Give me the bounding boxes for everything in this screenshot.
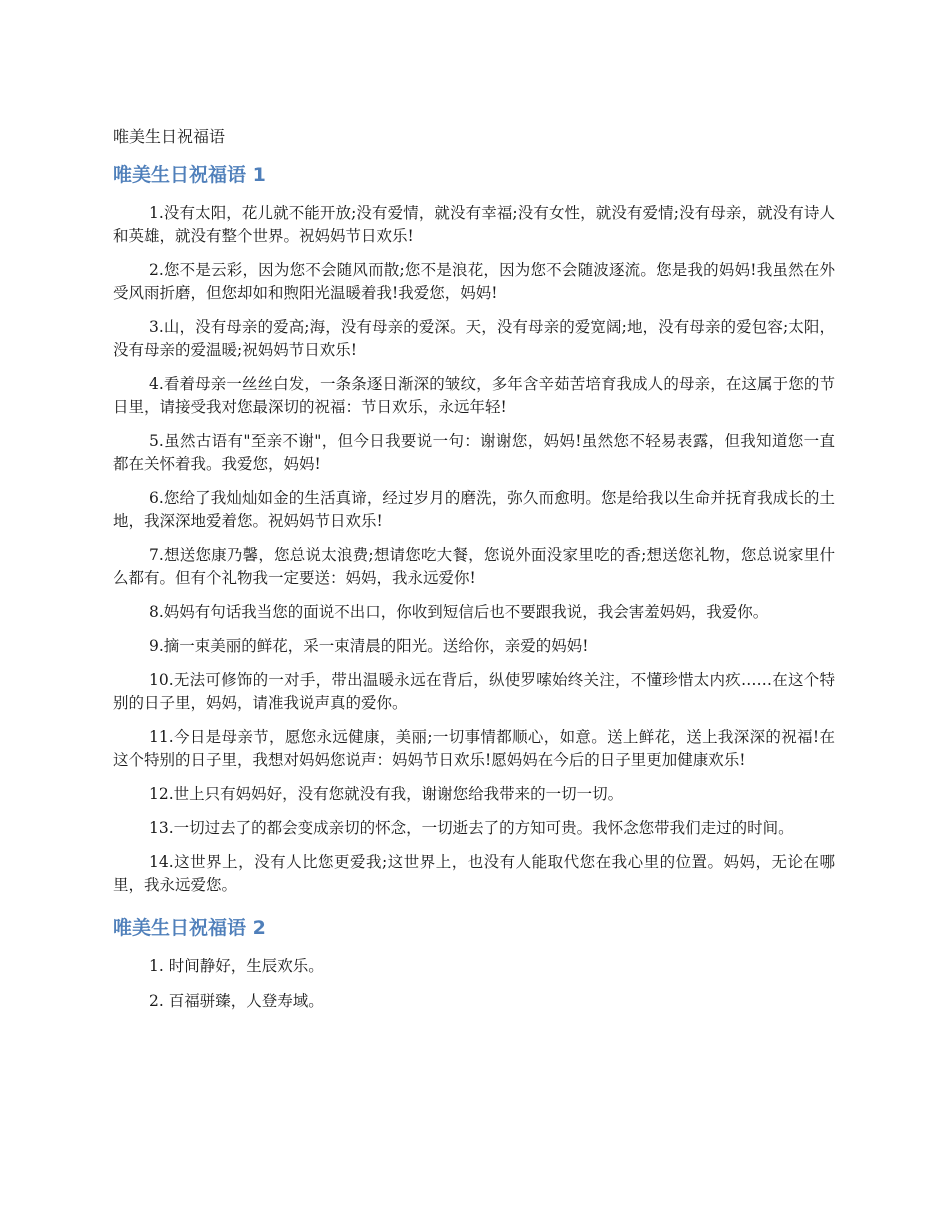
paragraph: 1. 时间静好，生辰欢乐。 xyxy=(149,957,324,975)
paragraph: 2.您不是云彩，因为您不会随风而散;您不是浪花，因为您不会随波逐流。您是我的妈妈!我虽然在外受风雨折磨，但您却如和煦阳光温暖着我!我爱您，妈妈! xyxy=(113,261,835,302)
paragraph: 11.今日是母亲节，愿您永远健康，美丽;一切事情都顺心，如意。送上鲜花，送上我深深的祝福!在这个特别的日子里，我想对妈妈您说声：妈妈节日欢乐!愿妈妈在今后的日子里更加健康欢乐! xyxy=(113,728,835,769)
document-title: 唯美生日祝福语 xyxy=(113,127,226,146)
section-heading: 唯美生日祝福语 2 xyxy=(113,917,266,939)
document-page xyxy=(113,126,835,1025)
paragraph: 3.山，没有母亲的爱高;海，没有母亲的爱深。天，没有母亲的爱宽阔;地，没有母亲的爱包容;太阳，没有母亲的爱温暖;祝妈妈节日欢乐! xyxy=(113,318,835,359)
section-2 xyxy=(113,915,835,1013)
paragraph: 9.摘一束美丽的鲜花，采一束清晨的阳光。送给你，亲爱的妈妈! xyxy=(149,637,589,655)
paragraph: 10.无法可修饰的一对手，带出温暖永远在背后，纵使罗嗦始终关注，不懂珍惜太内疚……在这个特别的日子里，妈妈，请准我说声真的爱你。 xyxy=(113,671,835,712)
section-heading: 唯美生日祝福语 1 xyxy=(113,164,266,186)
paragraph: 14.这世界上，没有人比您更爱我;这世界上，也没有人能取代您在我心里的位置。妈妈，无论在哪里，我永远爱您。 xyxy=(113,853,835,894)
paragraph: 5.虽然古语有"至亲不谢"，但今日我要说一句：谢谢您，妈妈!虽然您不轻易表露，但我知道您一直都在关怀着我。我爱您，妈妈! xyxy=(113,432,835,473)
paragraph: 2. 百福骈臻，人登寿域。 xyxy=(149,992,324,1010)
section-1 xyxy=(113,162,835,897)
paragraph: 7.想送您康乃馨，您总说太浪费;想请您吃大餐，您说外面没家里吃的香;想送您礼物，您总说家里什么都有。但有个礼物我一定要送：妈妈，我永远爱你! xyxy=(113,546,835,587)
paragraph: 4.看着母亲一丝丝白发，一条条逐日渐深的皱纹，多年含辛茹苦培育我成人的母亲，在这属于您的节日里，请接受我对您最深切的祝福：节日欢乐，永远年轻! xyxy=(113,375,835,416)
paragraph: 13.一切过去了的都会变成亲切的怀念，一切逝去了的方知可贵。我怀念您带我们走过的时间。 xyxy=(149,819,794,837)
paragraph: 12.世上只有妈妈好，没有您就没有我，谢谢您给我带来的一切一切。 xyxy=(149,785,624,803)
paragraph: 6.您给了我灿灿如金的生活真谛，经过岁月的磨洗，弥久而愈明。您是给我以生命并抚育我成长的土地，我深深地爱着您。祝妈妈节日欢乐! xyxy=(113,489,835,530)
paragraph: 8.妈妈有句话我当您的面说不出口，你收到短信后也不要跟我说，我会害羞妈妈，我爱你。 xyxy=(149,603,769,621)
paragraph: 1.没有太阳，花儿就不能开放;没有爱情，就没有幸福;没有女性，就没有爱情;没有母亲，就没有诗人和英雄，就没有整个世界。祝妈妈节日欢乐! xyxy=(113,204,835,245)
